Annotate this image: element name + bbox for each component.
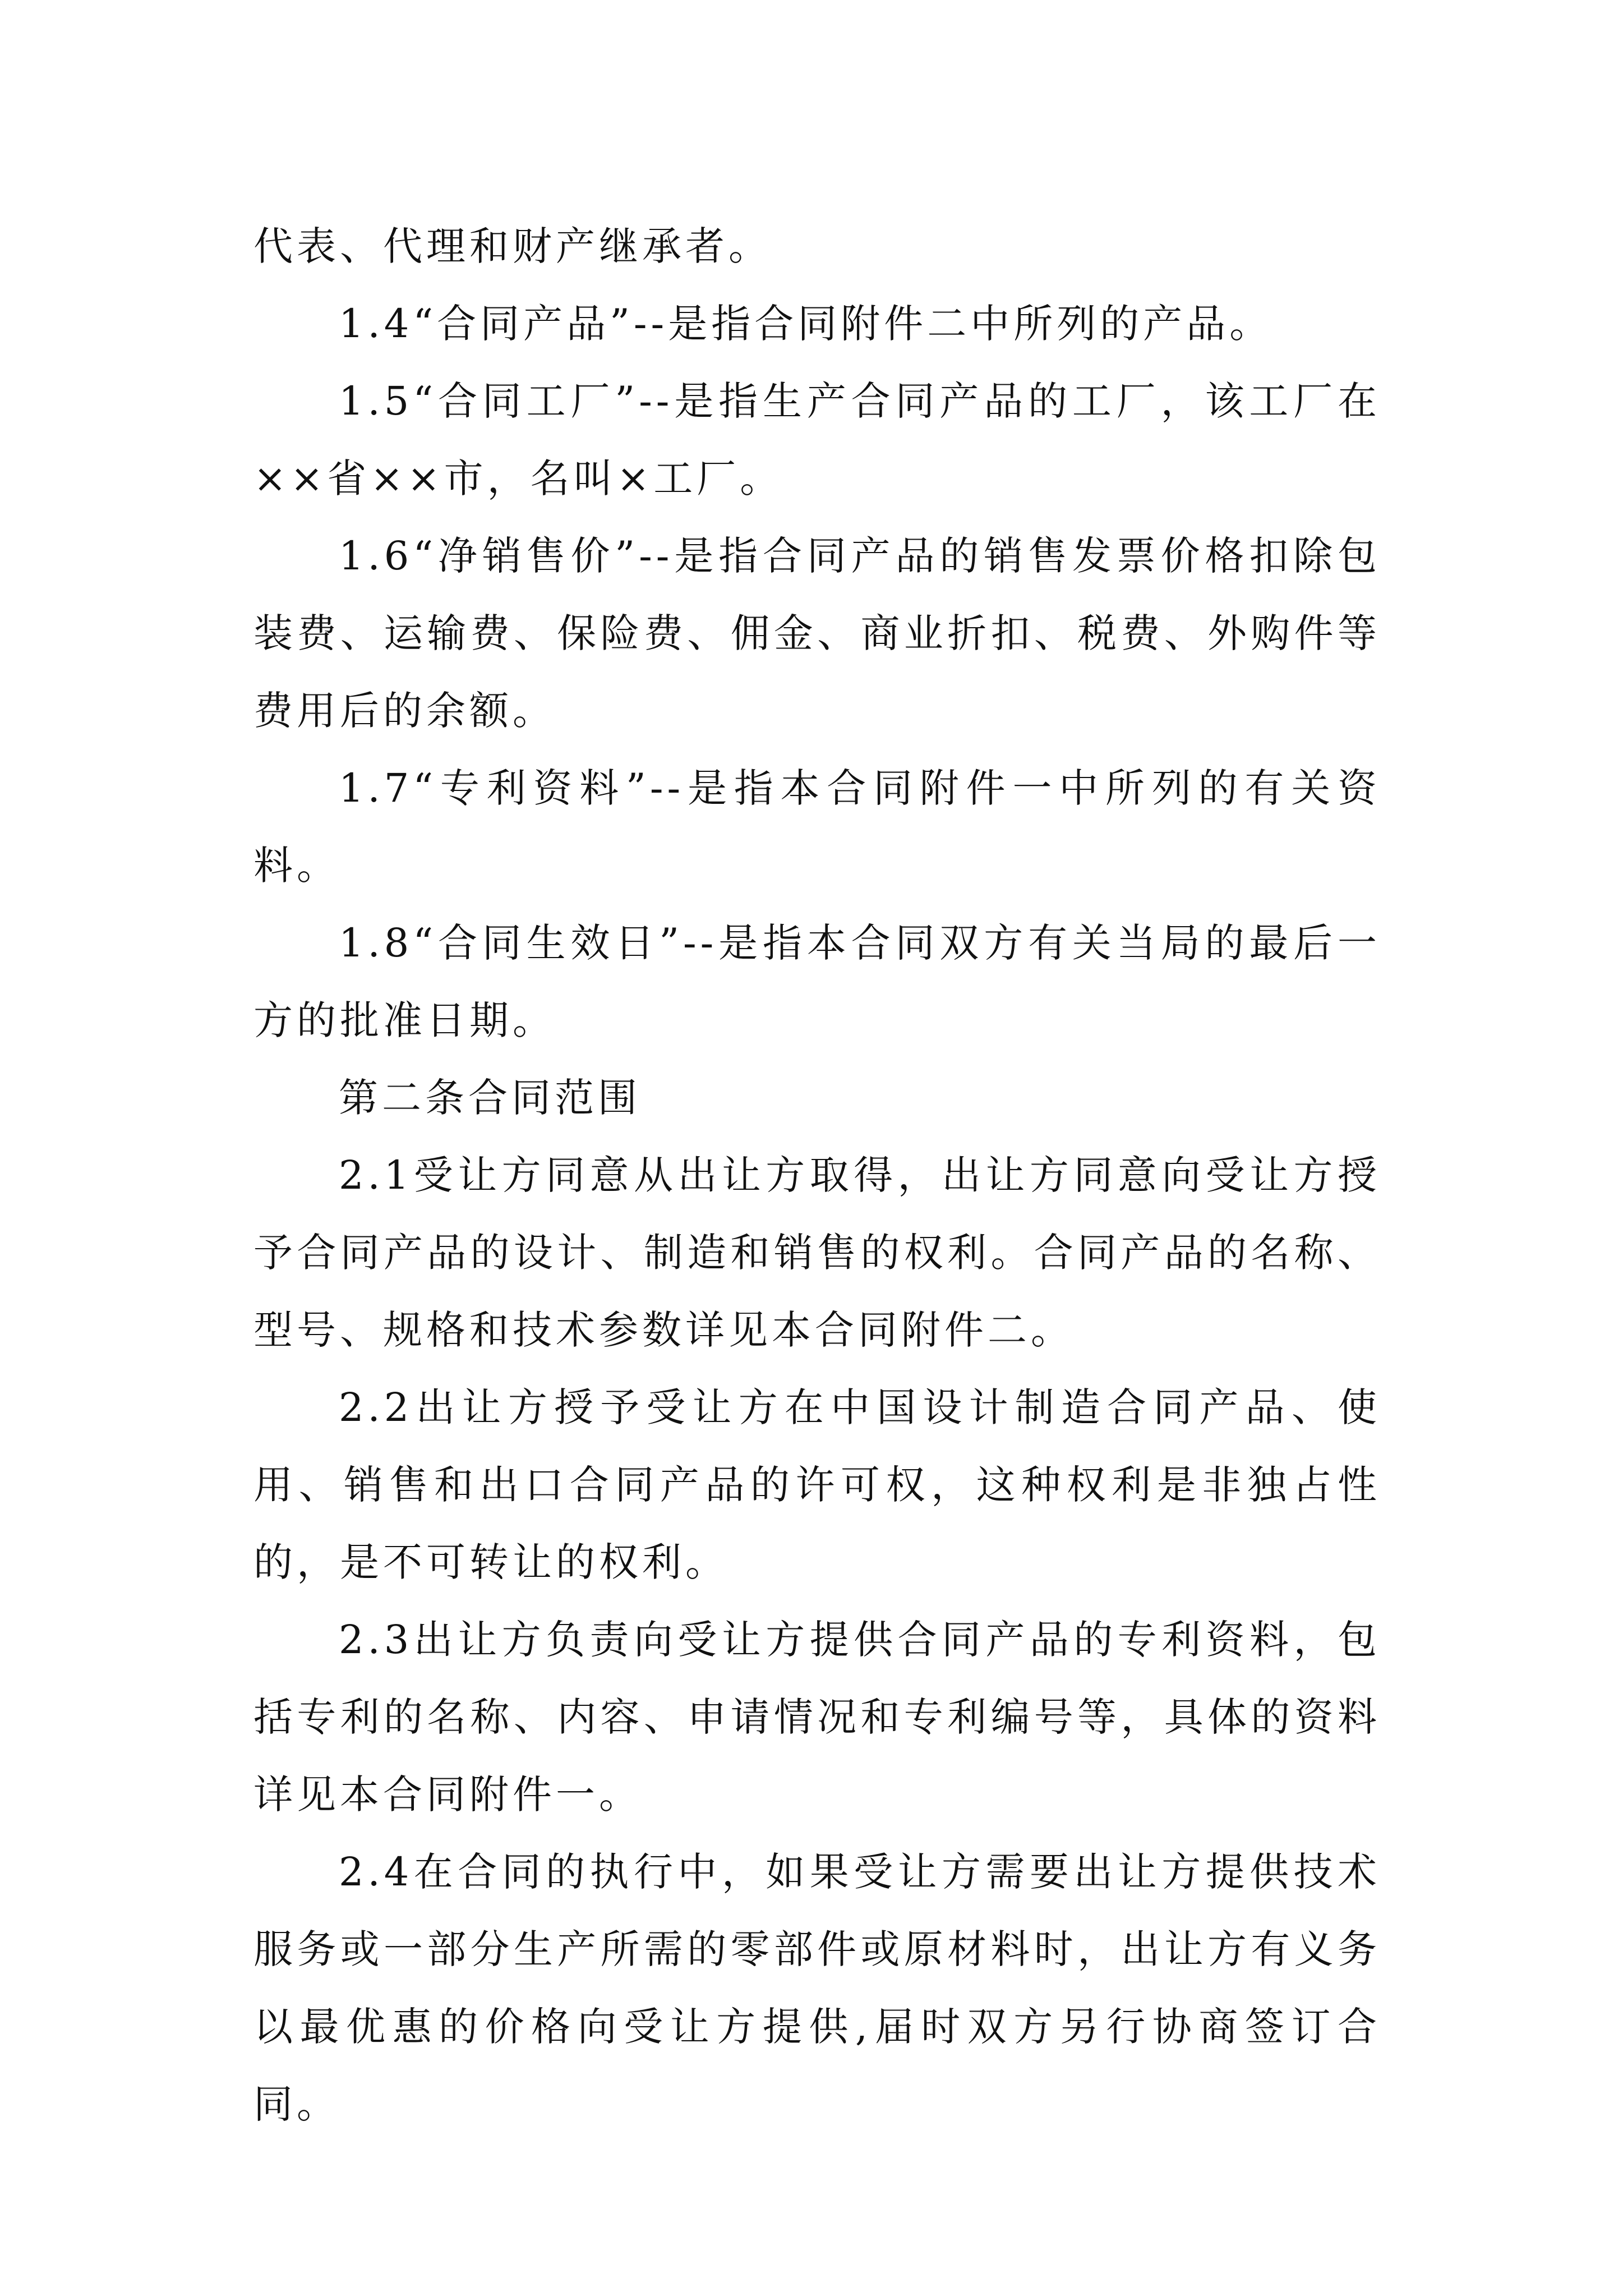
paragraph-continuation: 代表、代理和财产继承者。 bbox=[253, 223, 772, 269]
paragraph-clause-2-3: 2.3出让方负责向受让方提供合同产品的专利资料，包括专利的名称、内容、申请情况和专利编号等，具体的资料详见本合同附件一。 bbox=[253, 1617, 1381, 1818]
paragraph-clause-2-2: 2.2出让方授予受让方在中国设计制造合同产品、使用、销售和出口合同产品的许可权，这种权利是非独占性的，是不可转让的权利。 bbox=[253, 1384, 1381, 1585]
paragraph-clause-1-8: 1.8“合同生效日”--是指本合同双方有关当局的最后一方的批准日期。 bbox=[253, 920, 1381, 1043]
paragraph-clause-2-1: 2.1受让方同意从出让方取得，出让方同意向受让方授予合同产品的设计、制造和销售的权利。合同产品的名称、型号、规格和技术参数详见本合同附件二。 bbox=[253, 1152, 1381, 1353]
paragraph-clause-1-4: 1.4“合同产品”--是指合同附件二中所列的产品。 bbox=[339, 301, 1273, 347]
paragraph-clause-1-7: 1.7“专利资料”--是指本合同附件一中所列的有关资料。 bbox=[253, 765, 1381, 889]
paragraph-clause-1-6: 1.6“净销售价”--是指合同产品的销售发票价格扣除包装费、运输费、保险费、佣金、商业折扣、税费、外购件等费用后的余额。 bbox=[253, 533, 1381, 734]
paragraph-clause-2-4: 2.4在合同的执行中，如果受让方需要出让方提供技术服务或一部分生产所需的零部件或原材料时，出让方有义务以最优惠的价格向受让方提供,届时双方另行协商签订合同。 bbox=[253, 1849, 1381, 2127]
paragraph-clause-1-5: 1.5“合同工厂”--是指生产合同产品的工厂，该工厂在××省××市，名叫×工厂。 bbox=[253, 378, 1381, 501]
document-body bbox=[253, 208, 1381, 2143]
section-heading-article-2: 第二条合同范围 bbox=[339, 1075, 641, 1121]
